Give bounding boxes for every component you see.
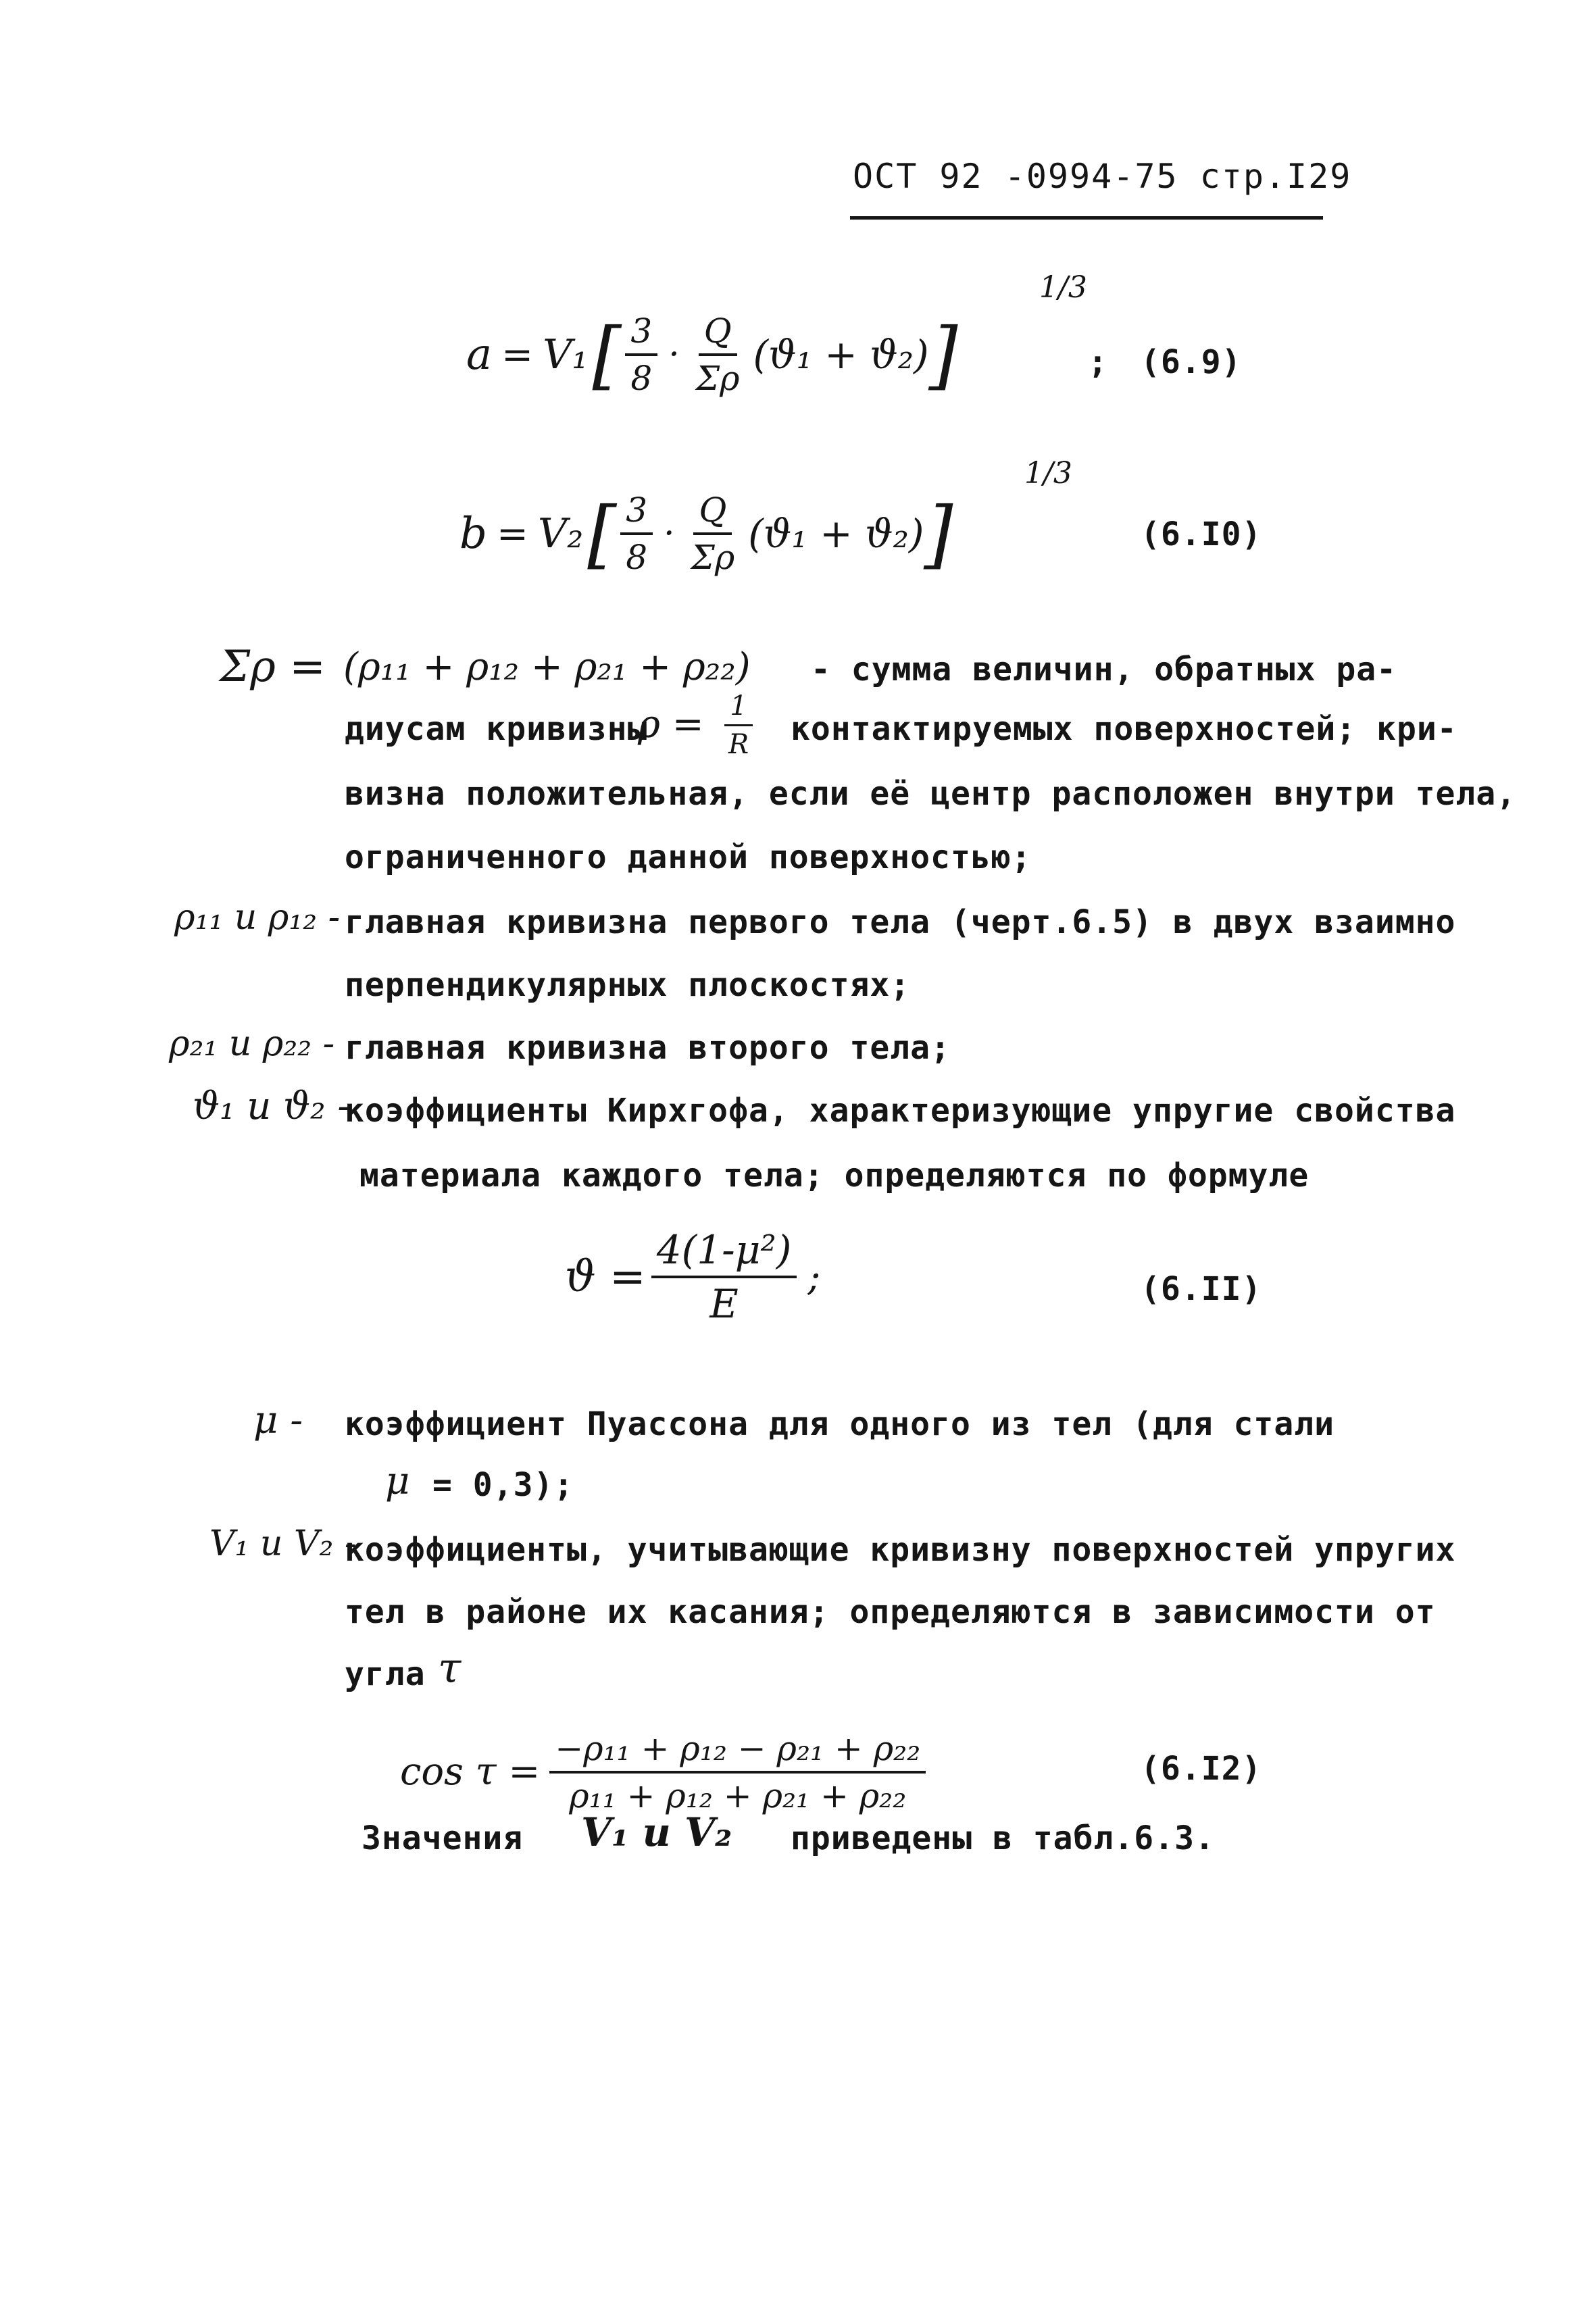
eq-a-power: 1/3 (1039, 270, 1087, 305)
equation-6-10: b = V₂ [ $\frac{3}{8}$ · $\frac{Q}{\Sigma\rho}$ (ϑ₁ + ϑ₂) ] (459, 491, 953, 577)
mu-symbol: μ - (253, 1399, 303, 1442)
definition-line-3: визна положительная, если её центр расположен внутри тела, (345, 775, 1517, 813)
nu-description-2: тел в районе их касания; определяются в зависимости от (345, 1593, 1436, 1631)
definition-line-4: ограниченного данной поверхностью; (345, 838, 1032, 876)
eq-a-fraction-3-8: $\frac{3}{8}$ (625, 311, 657, 398)
eq-b-lhs: b (459, 509, 487, 559)
eq-b-power: 1/3 (1024, 456, 1072, 491)
rho2-symbol: ρ₂₁ и ρ₂₂ - (169, 1024, 335, 1064)
eq-theta-separator: ; (807, 1255, 821, 1299)
definition-line-2-post: контактируемых поверхностей; кри- (791, 710, 1457, 748)
eq-b-fraction-3-8: $\frac{3}{8}$ (620, 491, 653, 577)
rho1-description-2: перпендикулярных плоскостях; (345, 966, 911, 1004)
eq-theta-fraction: $\frac{\text{4(1-μ²)}}{E}$ (651, 1227, 797, 1327)
rho-fraction: $\frac{1}{R}$ (723, 690, 754, 760)
theta-symbol: ϑ₁ и ϑ₂ - (193, 1084, 351, 1128)
mu-value: = 0,3); (432, 1466, 574, 1504)
rho2-description: главная кривизна второго тела; (345, 1029, 951, 1067)
values-line-symbols: V₁ и V₂ (581, 1809, 732, 1855)
values-line-post: приведены в табл.6.3. (791, 1819, 1215, 1857)
nu-description: коэффициенты, учитывающие кривизну поверхностей упругих (345, 1531, 1456, 1569)
rho-equals: ρ = (638, 703, 704, 747)
eq-a-lhs: a (466, 330, 493, 380)
eq-cos-number: (6.I2) (1141, 1750, 1262, 1788)
document-reference: ОСТ 92 -0994-75 стр.I29 (853, 157, 1352, 196)
header-underline (850, 216, 1323, 220)
definition-line-2-pre: диусам кривизны (345, 710, 648, 748)
sigma-rho-expression: (ρ₁₁ + ρ₁₂ + ρ₂₁ + ρ₂₂) (343, 645, 751, 689)
nu-description-3: угла (345, 1655, 426, 1693)
mu-inline-symbol: μ (385, 1459, 410, 1503)
sigma-rho-symbol: Σρ = (220, 642, 326, 692)
eq-cos-fraction: $\frac{\text{−ρ₁₁ + ρ₁₂ − ρ₂₁ + ρ₂₂}}{\text{ρ₁₁ + ρ₁₂ + ρ₂₁ + ρ₂₂}}$ (549, 1729, 926, 1815)
rho1-symbol: ρ₁₁ и ρ₁₂ - (174, 897, 341, 938)
eq-b-sum: (ϑ₁ + ϑ₂) (748, 511, 924, 557)
eq-b-fraction-q-sum: $\frac{Q}{\Sigma\rho}$ (691, 491, 735, 577)
eq-a-fraction-q-sum: $\frac{Q}{\Sigma\rho}$ (695, 311, 740, 398)
eq-theta-lhs: ϑ = (565, 1252, 646, 1302)
values-line-pre: Значения (361, 1819, 524, 1857)
nu-symbol: V₁ и V₂ - (209, 1524, 357, 1564)
theta-description-2: материала каждого тела; определяются по формуле (359, 1157, 1310, 1194)
theta-description: коэффициенты Кирхгофа, характеризующие упругие свойства (345, 1092, 1456, 1130)
eq-a-sum: (ϑ₁ + ϑ₂) (753, 332, 929, 378)
eq-a-coef: V₁ (543, 331, 589, 378)
rho1-description: главная кривизна первого тела (черт.6.5) в двух взаимно (345, 903, 1456, 941)
eq-cos-lhs: cos τ = (400, 1750, 541, 1794)
mu-description: коэффициент Пуассона для одного из тел (для стали (345, 1405, 1335, 1443)
eq-b-number: (6.I0) (1141, 515, 1262, 553)
sigma-rho-description: - сумма величин, обратных ра- (811, 651, 1397, 688)
equation-6-9: a = V₁ [ $\frac{3}{8}$ · $\frac{Q}{\Sigma\rho}$ (ϑ₁ + ϑ₂) ] (466, 311, 958, 398)
tau-symbol: τ (438, 1643, 462, 1692)
equation-6-11 (565, 1216, 820, 1338)
eq-theta-number: (6.II) (1141, 1270, 1262, 1308)
eq-b-coef: V₂ (537, 510, 584, 557)
eq-a-number: (6.9) (1141, 343, 1242, 381)
eq-a-separator: ; (1088, 343, 1108, 381)
